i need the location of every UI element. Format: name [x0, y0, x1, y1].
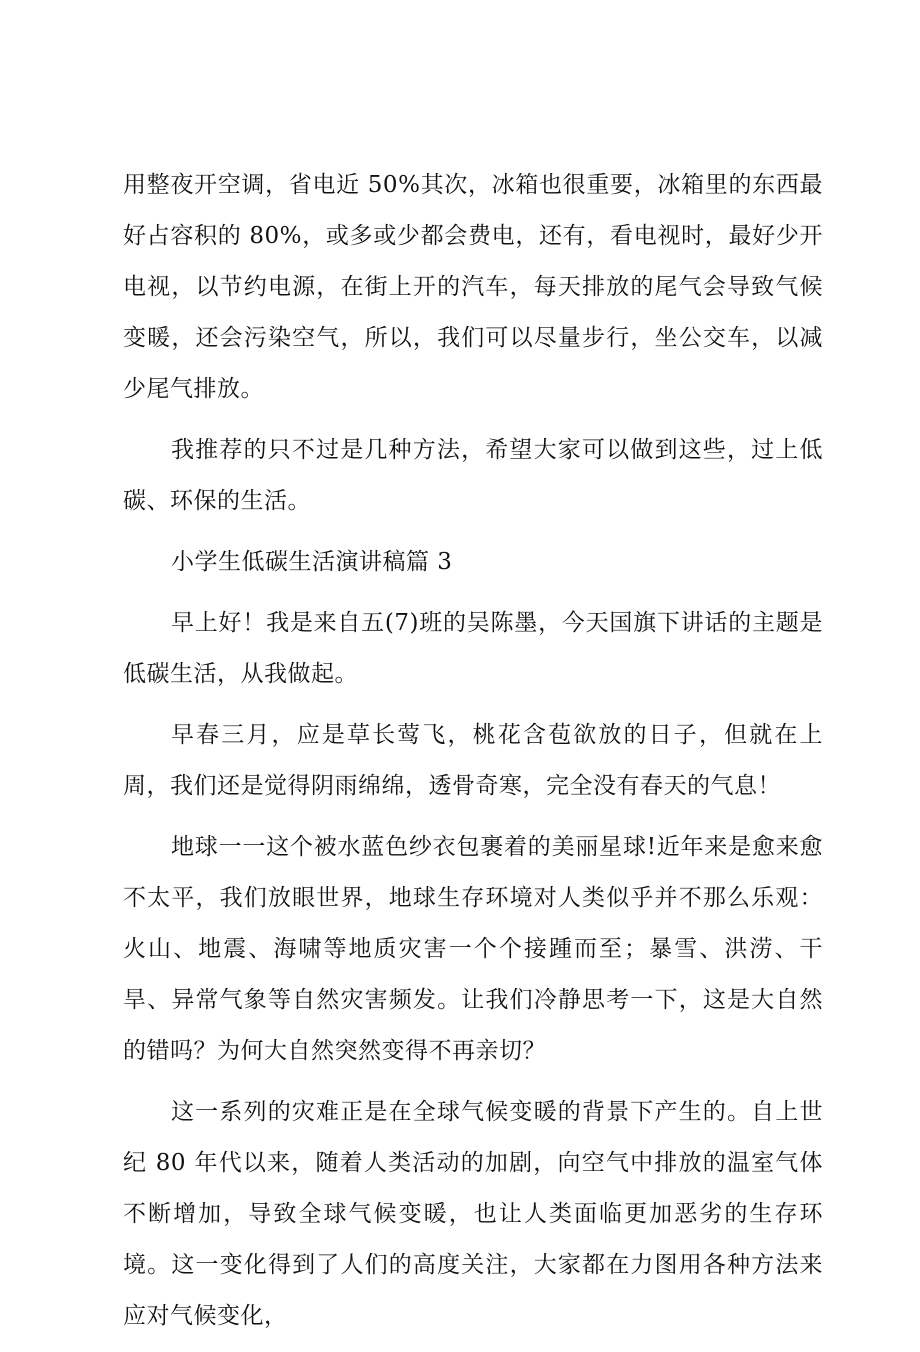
- document-body: [123, 160, 823, 1352]
- paragraph-earth: 地球一一这个被水蓝色纱衣包裹着的美丽星球!近年来是愈来愈不太平，我们放眼世界，地球生存环境对人类似乎并不那么乐观：火山、地震、海啸等地质灾害一个个接踵而至；暴雪、洪涝、干旱、异常气象等自然灾害频发。让我们冷静思考一下，这是大自然的错吗？为何大自然突然变得不再亲切？: [123, 834, 823, 1064]
- paragraph-continuation: 用整夜开空调，省电近 50%其次，冰箱也很重要，冰箱里的东西最好占容积的 80%，或多或少都会费电，还有，看电视时，最好少开电视，以节约电源，在街上开的汽车，每天排放的尾气会导致气候变暖，还会污染空气，所以，我们可以尽量步行，坐公交车，以减少尾气排放。: [123, 172, 823, 402]
- paragraph-spring: 早春三月，应是草长莺飞，桃花含苞欲放的日子，但就在上周，我们还是觉得阴雨绵绵，透骨奇寒，完全没有春天的气息！: [123, 722, 823, 799]
- paragraph-climate: 这一系列的灾难正是在全球气候变暖的背景下产生的。自上世纪 80 年代以来，随着人类活动的加剧，向空气中排放的温室气体不断增加，导致全球气候变暖，也让人类面临更加恶劣的生存环境。这一变化得到了人们的高度关注，大家都在力图用各种方法来应对气候变化，: [123, 1099, 823, 1329]
- section-heading: 小学生低碳生活演讲稿篇 3: [171, 549, 453, 575]
- paragraph-recommendation: 我推荐的只不过是几种方法，希望大家可以做到这些，过上低碳、环保的生活。: [123, 437, 823, 514]
- paragraph-greeting: 早上好！我是来自五(7)班的吴陈墨，今天国旗下讲话的主题是低碳生活，从我做起。: [123, 610, 823, 687]
